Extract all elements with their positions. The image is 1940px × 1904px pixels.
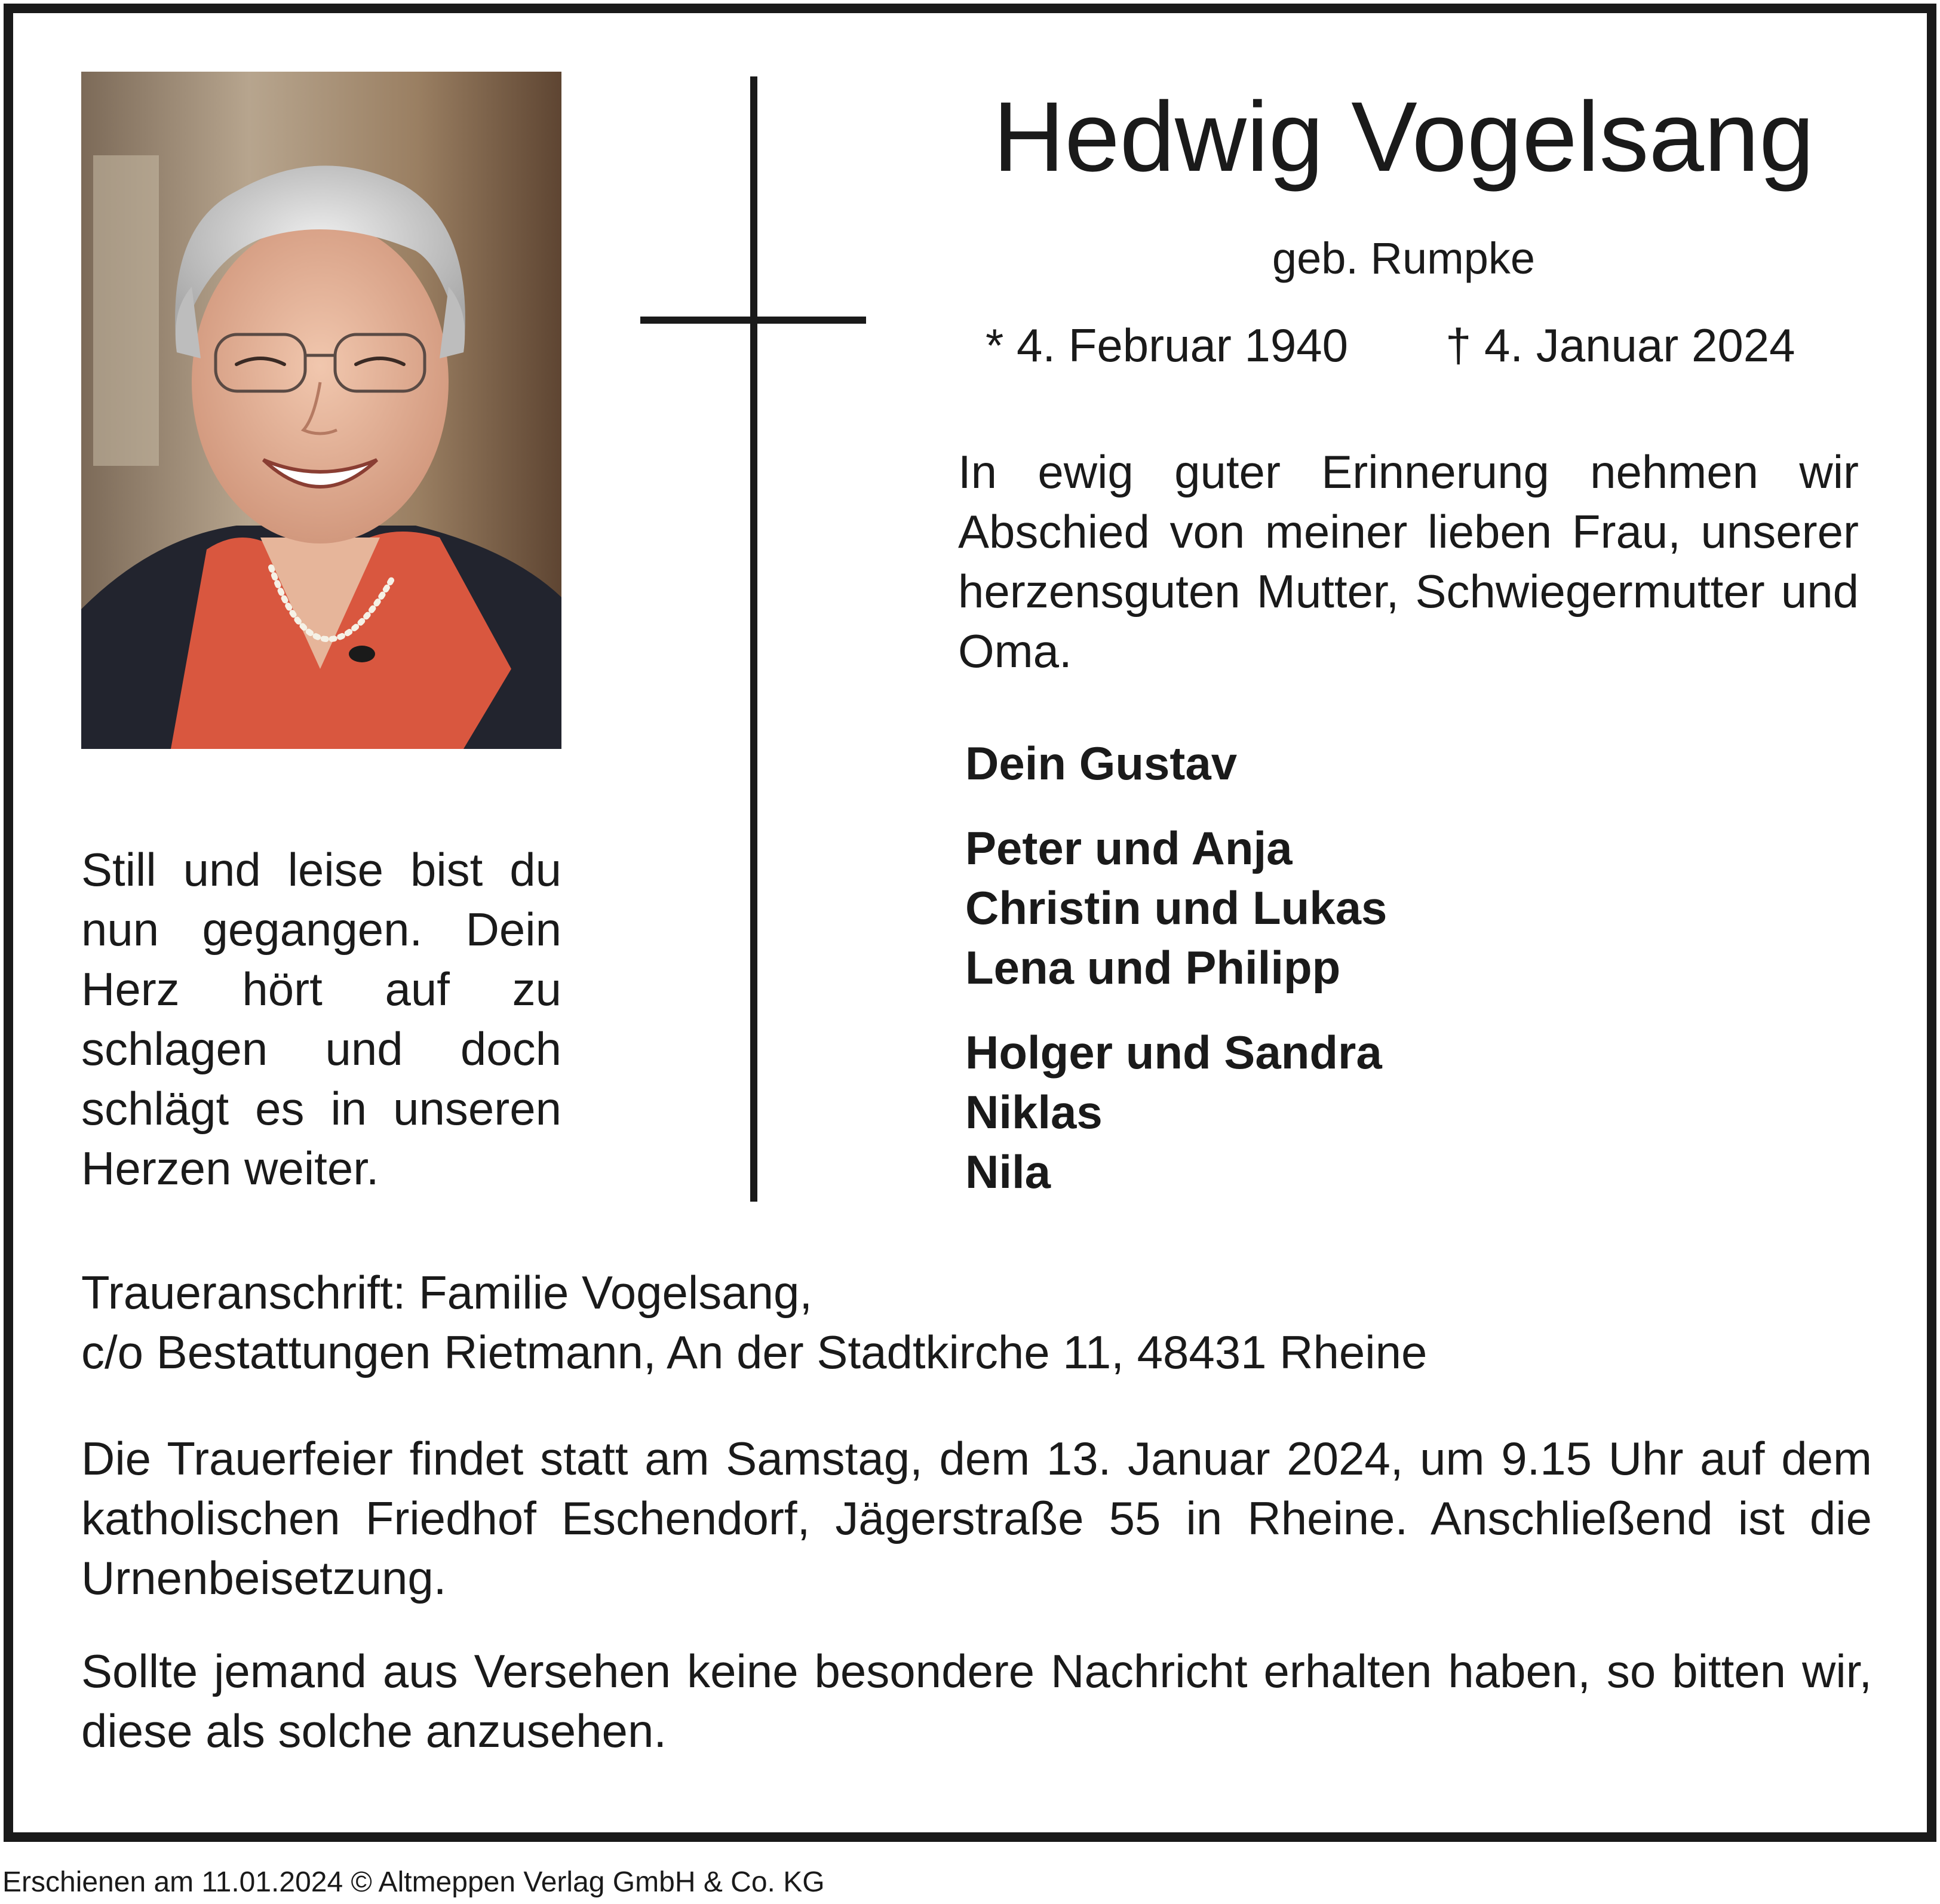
portrait-image <box>81 72 561 749</box>
ceremony-text: Die Trauerfeier findet statt am Samstag, dem 13. Januar 2024, um 9.15 Uhr auf dem katholischen Friedhof Eschendorf, Jägerstraße 55 in Rheine. Anschließend ist die Urnenbeisetzung. <box>81 1432 1872 1604</box>
mourner-group <box>965 818 1682 997</box>
mourning-address <box>81 1263 1873 1382</box>
address-line-2: c/o Bestattungen Rietmann, An der Stadtkirche 11, 48431 Rheine <box>81 1326 1428 1378</box>
notice-text: Sollte jemand aus Versehen keine besondere Nachricht erhalten haben, so bitten wir, diese als solche anzusehen. <box>81 1645 1872 1757</box>
mourner-group <box>965 1022 1682 1202</box>
death-date: † 4. Januar 2024 <box>1445 319 1795 371</box>
address-line-1: Traueranschrift: Familie Vogelsang, <box>81 1266 813 1319</box>
birth-name: geb. Rumpke <box>1272 234 1536 283</box>
window-light <box>93 155 159 466</box>
mourner-name: Holger und Sandra <box>965 1026 1382 1079</box>
mourner-name: Christin und Lukas <box>965 882 1388 934</box>
portrait-photo <box>81 72 561 749</box>
mourners-list <box>965 733 1682 1227</box>
publication-footer: Erschienen am 11.01.2024 © Altmeppen Verlag GmbH & Co. KG <box>2 1866 825 1898</box>
mourner-name: Niklas <box>965 1086 1103 1138</box>
cross-horizontal-bar <box>640 317 866 324</box>
poem-text: Still und leise bist du nun gegangen. Dein Herz hört auf zu schlagen und doch schlägt es in unseren Herzen weiter. <box>81 843 561 1194</box>
mourner-name: Dein Gustav <box>965 737 1238 790</box>
mourner-name: Peter und Anja <box>965 822 1293 874</box>
intro-text: In ewig guter Erinnerung nehmen wir Abschied von meiner lieben Frau, unserer herzensguten Mutter, Schwiegermutter und Oma. <box>958 446 1859 677</box>
mourner-name: Nila <box>965 1146 1051 1198</box>
mourner-group <box>965 733 1682 793</box>
mourner-name: Lena und Philipp <box>965 941 1341 994</box>
birth-date: * 4. Februar 1940 <box>986 319 1349 371</box>
deceased-name: Hedwig Vogelsang <box>993 82 1815 192</box>
pendant <box>349 646 375 662</box>
cross-vertical-bar <box>750 76 757 1202</box>
